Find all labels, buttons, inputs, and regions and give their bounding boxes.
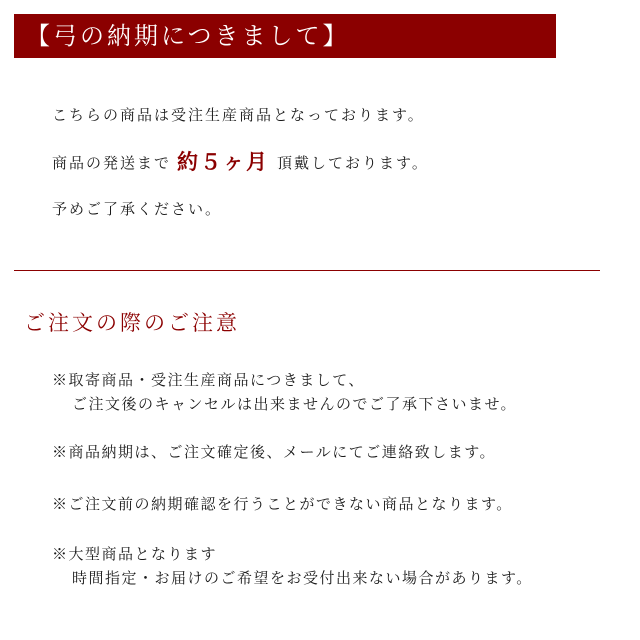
page-title: 【弓の納期につきまして】 [26, 22, 350, 50]
shipping-time-suffix: 頂戴しております。 [277, 154, 429, 172]
intro-line-made-to-order: こちらの商品は受注生産商品となっております。 [52, 106, 425, 124]
notes-heading: ご注文の際のご注意 [24, 311, 240, 335]
note-item-line-continued: ご注文後のキャンセルは出来ませんのでご了承下さいませ。 [72, 395, 518, 413]
intro-line-understanding: 予めご了承ください。 [52, 200, 223, 218]
intro-line-shipping-time [52, 151, 612, 173]
note-item-cancellation [52, 368, 632, 416]
note-item-large-item [52, 542, 632, 590]
notes-list [52, 368, 632, 590]
section-divider [14, 270, 600, 271]
title-banner [14, 14, 556, 58]
note-item-no-date-confirmation [52, 492, 632, 516]
intro-section [52, 104, 612, 245]
note-item-line: ※商品納期は、ご注文確定後、メールにてご連絡致します。 [52, 443, 497, 461]
note-item-line: ※大型商品となります [52, 545, 218, 563]
note-item-line-continued: 時間指定・お届けのご希望をお受付出来ない場合があります。 [72, 569, 533, 587]
note-item-line: ※ご注文前の納期確認を行うことができない商品となります。 [52, 495, 513, 513]
shipping-time-emphasis: 約５ヶ月 [177, 149, 270, 174]
shipping-time-prefix: 商品の発送まで [52, 154, 172, 172]
note-item-line: ※取寄商品・受注生産商品につきまして、 [52, 371, 365, 389]
note-item-delivery-notice [52, 440, 632, 464]
